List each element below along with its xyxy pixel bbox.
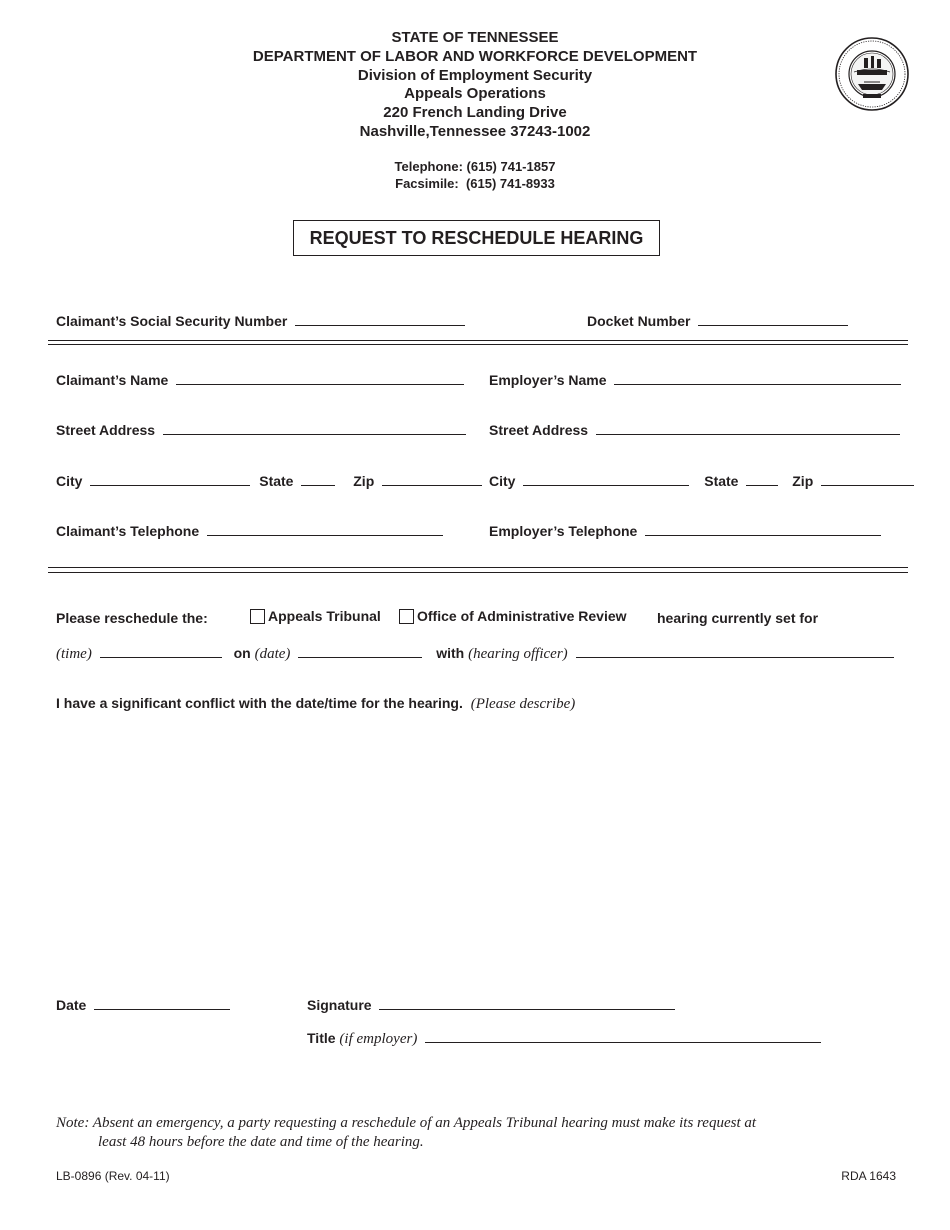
employer-phone-line[interactable]: [645, 523, 881, 536]
administrative-review-option[interactable]: [399, 608, 627, 624]
conflict-description-area[interactable]: [56, 722, 896, 972]
ssn-line[interactable]: [295, 313, 465, 326]
tennessee-state-seal-icon: [834, 36, 910, 112]
officer-line[interactable]: [576, 645, 894, 658]
time-line[interactable]: [100, 645, 222, 658]
docket-line[interactable]: [698, 313, 848, 326]
conflict-statement: [56, 695, 575, 713]
employer-street-field[interactable]: [489, 422, 900, 438]
hearing-details-row[interactable]: [56, 645, 894, 663]
note-line-1: Note: Absent an emergency, a party requesting a reschedule of an Appeals Tribunal hearing must make its request at: [56, 1115, 757, 1131]
claimant-phone-field[interactable]: [56, 523, 443, 539]
reschedule-lead: Please reschedule the:: [56, 610, 208, 626]
claimant-phone-label: Claimant’s Telephone: [56, 523, 200, 539]
appeals-tribunal-option[interactable]: [250, 608, 381, 624]
signature-label: Signature: [307, 997, 372, 1013]
administrative-review-label: Office of Administrative Review: [417, 608, 627, 624]
administrative-review-checkbox[interactable]: [399, 609, 414, 624]
conflict-hint: (Please describe): [470, 696, 576, 712]
claimant-state-line[interactable]: [301, 473, 335, 486]
contact-info: [0, 158, 950, 192]
employer-state-line[interactable]: [746, 473, 778, 486]
appeals-tribunal-checkbox[interactable]: [250, 609, 265, 624]
double-rule-top: [48, 340, 908, 341]
employer-city-line[interactable]: [523, 473, 689, 486]
form-title: REQUEST TO RESCHEDULE HEARING: [293, 220, 660, 256]
signature-field[interactable]: [307, 997, 675, 1013]
claimant-phone-line[interactable]: [207, 523, 443, 536]
ssn-label: Claimant’s Social Security Number: [56, 313, 288, 329]
title-label: Title: [307, 1030, 336, 1046]
appeals-tribunal-label: Appeals Tribunal: [268, 608, 381, 624]
form-number: LB-0896 (Rev. 04-11): [56, 1169, 170, 1183]
conflict-text: I have a significant conflict with the date/time for the hearing.: [56, 695, 463, 711]
double-rule-middle: [48, 567, 908, 568]
employer-city-state-zip[interactable]: [489, 473, 914, 489]
employer-name-line[interactable]: [614, 372, 901, 385]
officer-hint: (hearing officer): [468, 646, 568, 662]
time-label: (time): [56, 646, 92, 662]
header-line-department: DEPARTMENT OF LABOR AND WORKFORCE DEVELOPMENT: [252, 47, 698, 65]
header-line-state: STATE OF TENNESSEE: [391, 29, 559, 46]
rda-number: RDA 1643: [841, 1169, 896, 1183]
header-line-division: Division of Employment Security: [357, 66, 593, 84]
hearing-date-line[interactable]: [298, 645, 422, 658]
with-label: with: [436, 645, 465, 661]
claimant-street-field[interactable]: [56, 422, 466, 438]
employer-name-label: Employer’s Name: [489, 372, 607, 388]
claimant-city-state-zip[interactable]: [56, 473, 482, 489]
signature-line[interactable]: [379, 997, 675, 1010]
header-line-street: 220 French Landing Drive: [383, 104, 567, 122]
on-label: on: [233, 645, 251, 661]
employer-phone-label: Employer’s Telephone: [489, 523, 638, 539]
header-line-city: Nashville,Tennessee 37243-1002: [359, 122, 591, 140]
title-line[interactable]: [425, 1030, 821, 1043]
claimant-name-label: Claimant’s Name: [56, 372, 169, 388]
claimant-state-label: State: [259, 473, 294, 489]
title-field[interactable]: [307, 1030, 821, 1048]
claimant-street-label: Street Address: [56, 422, 156, 438]
claimant-city-label: City: [56, 473, 83, 489]
note-line-2: least 48 hours before the date and time of the hearing.: [98, 1134, 424, 1150]
date-label: Date: [56, 997, 87, 1013]
facsimile-number: Facsimile: (615) 741-8933: [395, 176, 555, 191]
employer-zip-label: Zip: [792, 473, 814, 489]
docket-label: Docket Number: [587, 313, 691, 329]
date-field[interactable]: [56, 997, 230, 1013]
employer-phone-field[interactable]: [489, 523, 881, 539]
docket-field[interactable]: [587, 313, 848, 329]
employer-state-label: State: [704, 473, 739, 489]
claimant-street-line[interactable]: [163, 422, 466, 435]
claimant-city-line[interactable]: [90, 473, 250, 486]
title-hint: (if employer): [339, 1031, 418, 1047]
double-rule-middle-second: [48, 572, 908, 573]
date-line[interactable]: [94, 997, 230, 1010]
hearing-set-for-text: hearing currently set for: [657, 610, 819, 626]
employer-street-line[interactable]: [596, 422, 900, 435]
double-rule-top-second: [48, 344, 908, 345]
claimant-zip-line[interactable]: [382, 473, 482, 486]
date-hint: (date): [254, 646, 291, 662]
header-line-operations: Appeals Operations: [404, 85, 546, 103]
employer-street-label: Street Address: [489, 422, 589, 438]
ssn-field[interactable]: [56, 313, 465, 329]
employer-name-field[interactable]: [489, 372, 901, 388]
employer-zip-line[interactable]: [821, 473, 914, 486]
claimant-name-field[interactable]: [56, 372, 464, 388]
employer-city-label: City: [489, 473, 516, 489]
reschedule-note: [56, 1114, 896, 1152]
telephone-number: Telephone: (615) 741-1857: [394, 159, 556, 174]
agency-header: [0, 29, 950, 142]
claimant-name-line[interactable]: [176, 372, 464, 385]
claimant-zip-label: Zip: [353, 473, 375, 489]
